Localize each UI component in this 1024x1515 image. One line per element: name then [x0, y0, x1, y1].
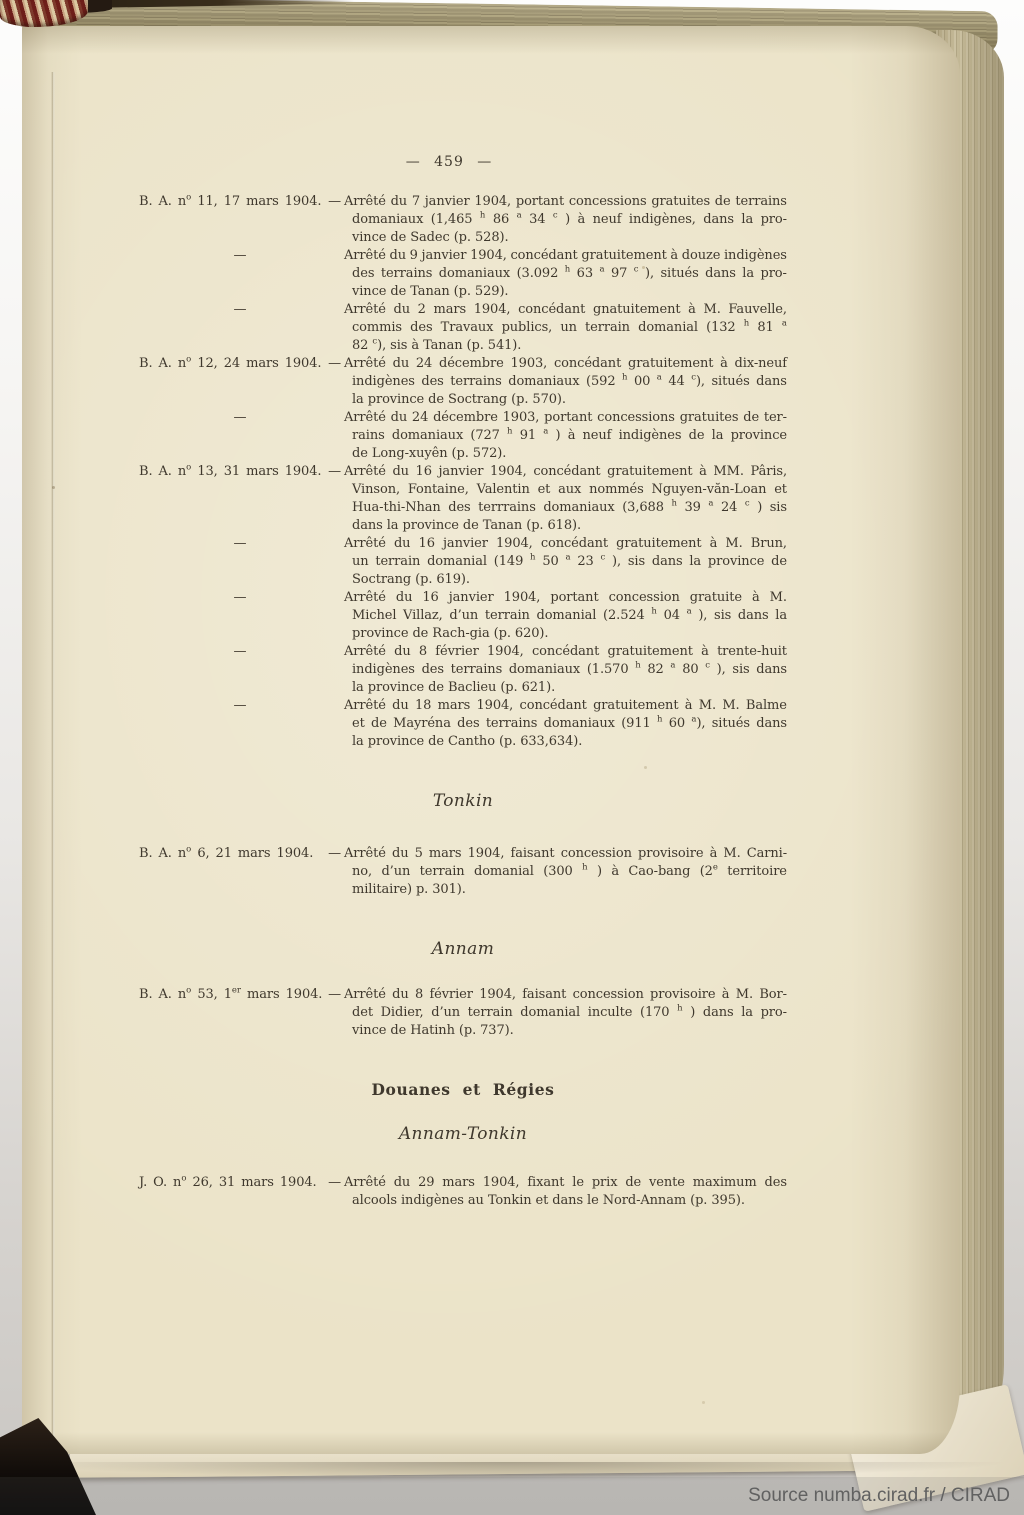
text-line: de Long-xuyên (p. 572).	[352, 446, 507, 461]
entry-paragraph	[344, 301, 787, 355]
entry-reference: J. O. $n^o$ 26, 31 mars 1904.	[139, 1173, 317, 1190]
entry-row	[139, 409, 787, 463]
page-number: — 459 —	[405, 154, 493, 170]
entry-label	[139, 986, 344, 1040]
continuation-dash: —	[233, 536, 247, 551]
continuation-dash: —	[233, 302, 247, 317]
entry-label	[139, 1174, 344, 1210]
entry-reference: B. A. $n^o$ 12, 24 mars 1904.	[139, 354, 322, 371]
text-line: dans la province de Tanan (p. 618).	[352, 518, 581, 533]
text-line: Arrêté du 24 décembre 1903, concédant gratuitement à dix-neuf	[344, 356, 787, 371]
entry-row	[139, 247, 787, 301]
watermark-text: Source numba.cirad.fr / CIRAD	[748, 1485, 1010, 1506]
entry-row	[139, 986, 787, 1040]
entry-row	[139, 589, 787, 643]
continuation-dash: —	[233, 644, 247, 659]
text-line: Soctrang (p. 619).	[352, 572, 470, 587]
text-line: indigènes des terrains domaniaux (592 $^h$ 00 $^a$ 44 $^c$), situés dans	[352, 372, 787, 389]
entry-continuation-dash	[139, 589, 344, 643]
entry-row	[139, 301, 787, 355]
entry-paragraph	[344, 845, 787, 899]
text-line: Michel Villaz, d’un terrain domanial (2.524 $^h$ 04 $^a$ ), sis dans la	[352, 606, 787, 623]
text-line: Arrêté du 16 janvier 1904, concédant gratuitement à M. Brun,	[344, 536, 787, 551]
text-line: Arrêté du 8 février 1904, concédant gratuitement à trente-huit	[344, 644, 787, 659]
entry-paragraph	[344, 535, 787, 589]
label-dash: —	[328, 987, 341, 1002]
text-line: Arrêté du 18 mars 1904, concédant gratuitement à M. M. Balme	[344, 698, 787, 713]
text-line: Arrêté du 2 mars 1904, concédant gnatuitement à M. Fauvelle,	[344, 302, 787, 317]
text-line: 82 $^c$), sis à Tanan (p. 541).	[352, 336, 522, 353]
entry-continuation-dash	[139, 697, 344, 751]
label-dash: —	[328, 846, 341, 861]
entry-paragraph	[344, 463, 787, 535]
entry-row	[139, 535, 787, 589]
entry-paragraph	[344, 247, 787, 301]
section-heading-annam-tonkin: Annam-Tonkin	[398, 1124, 528, 1144]
text-line: Vinson, Fontaine, Valentin et aux nommés Nguyen-văn-Loan et	[352, 482, 787, 497]
entry-list-annam	[139, 986, 787, 1040]
label-dash: —	[328, 194, 341, 209]
entry-row	[139, 845, 787, 899]
entry-continuation-dash	[139, 643, 344, 697]
text-line: un terrain domanial (149 $^h$ 50 $^a$ 23 $^c$ ), sis dans la province de	[352, 552, 787, 569]
entry-list-journal-officiel	[139, 1174, 787, 1210]
text-line: Arrêté du 9 janvier 1904, concédant gratuitement à douze indigènes	[344, 248, 787, 263]
label-dash: —	[328, 356, 341, 371]
text-line: Arrêté du 5 mars 1904, faisant concession provisoire à M. Carni-	[344, 846, 787, 861]
section-heading-tonkin: Tonkin	[432, 791, 494, 811]
text-line: la province de Soctrang (p. 570).	[352, 392, 566, 407]
text-line: des terrains domaniaux (3.092 $^h$ 63 $^a$ 97 $^c$ ), situés dans la pro-	[352, 264, 787, 281]
text-line: militaire) p. 301).	[352, 882, 466, 897]
text-line: det Didier, d’un terrain domanial inculte (170 $^h$ ) dans la pro-	[352, 1003, 787, 1020]
entry-continuation-dash	[139, 535, 344, 589]
text-line: domaniaux (1,465 $^h$ 86 $^a$ 34 $^c$ ) à neuf indigènes, dans la pro-	[352, 210, 787, 227]
entry-paragraph	[344, 643, 787, 697]
entry-paragraph	[344, 986, 787, 1040]
text-line: Arrêté du 16 janvier 1904, portant concession gratuite à M.	[344, 590, 787, 605]
text-line: Arrêté du 8 février 1904, faisant concession provisoire à M. Bor-	[344, 987, 787, 1002]
text-line: vince de Hatinh (p. 737).	[352, 1023, 514, 1038]
text-line: Hua-thi-Nhan des terrrains domaniaux (3,688 $^h$ 39 $^a$ 24 $^c$ ) sis	[352, 498, 787, 515]
entry-paragraph	[344, 697, 787, 751]
text-line: Arrêté du 16 janvier 1904, concédant gratuitement à MM. Pâris,	[344, 464, 787, 479]
text-line: la province de Baclieu (p. 621).	[352, 680, 556, 695]
text-line: vince de Sadec (p. 528).	[352, 230, 509, 245]
entry-reference: B. A. $n^o$ 13, 31 mars 1904.	[139, 462, 322, 479]
text-line: Arrêté du 7 janvier 1904, portant concessions gratuites de terrains	[344, 194, 787, 209]
entry-row	[139, 1174, 787, 1210]
text-line: province de Rach-gia (p. 620).	[352, 626, 549, 641]
label-dash: —	[328, 464, 341, 479]
entry-row	[139, 193, 787, 247]
section-heading-annam: Annam	[431, 939, 495, 959]
entry-continuation-dash	[139, 301, 344, 355]
entry-continuation-dash	[139, 409, 344, 463]
text-line: commis des Travaux publics, un terrain domanial (132 $^h$ 81 $^a$	[352, 318, 787, 335]
entry-paragraph	[344, 589, 787, 643]
text-line: no, d’un terrain domanial (300 $^h$ ) à Cao-bang (2e territoire	[352, 862, 787, 879]
entry-paragraph	[344, 1174, 787, 1210]
entry-row	[139, 697, 787, 751]
entry-paragraph	[344, 409, 787, 463]
text-line: la province de Cantho (p. 633,634).	[352, 734, 583, 749]
continuation-dash: —	[233, 590, 247, 605]
entry-row	[139, 643, 787, 697]
entry-reference: B. A. $n^o$ 6, 21 mars 1904.	[139, 844, 314, 861]
text-line: indigènes des terrains domaniaux (1.570 $^h$ 82 $^a$ 80 $^c$ ), sis dans	[352, 660, 787, 677]
entry-paragraph	[344, 355, 787, 409]
entry-reference: B. A. $n^o$ 11, 17 mars 1904.	[139, 192, 322, 209]
text-line: rains domaniaux (727 $^h$ 91 $^a$ ) à neuf indigènes de la province	[352, 426, 787, 443]
entry-label	[139, 355, 344, 409]
entry-paragraph	[344, 193, 787, 247]
watermark-bar	[0, 1477, 1024, 1515]
entry-label	[139, 193, 344, 247]
section-heading-douanes-et-regies: Douanes et Régies	[371, 1080, 555, 1099]
continuation-dash: —	[233, 698, 247, 713]
text-line: Arrêté du 29 mars 1904, fixant le prix de vente maximum des	[344, 1175, 787, 1190]
entry-reference: B. A. $n^o$ 53, 1er mars 1904.	[139, 985, 323, 1002]
entry-label	[139, 463, 344, 535]
text-line: Arrêté du 24 décembre 1903, portant concessions gratuites de ter-	[344, 410, 787, 425]
entry-continuation-dash	[139, 247, 344, 301]
text-line: alcools indigènes au Tonkin et dans le Nord-Annam (p. 395).	[352, 1193, 745, 1208]
entry-row	[139, 355, 787, 409]
label-dash: —	[328, 1175, 341, 1190]
text-line: et de Mayréna des terrains domaniaux (911 $^h$ 60 $^a$), situés dans	[352, 714, 787, 731]
entry-list-tonkin	[139, 845, 787, 899]
continuation-dash: —	[233, 410, 247, 425]
continuation-dash: —	[233, 248, 247, 263]
text-line: vince de Tanan (p. 529).	[352, 284, 509, 299]
entry-row	[139, 463, 787, 535]
entry-label	[139, 845, 344, 899]
entry-list-cochinchine	[139, 193, 787, 751]
